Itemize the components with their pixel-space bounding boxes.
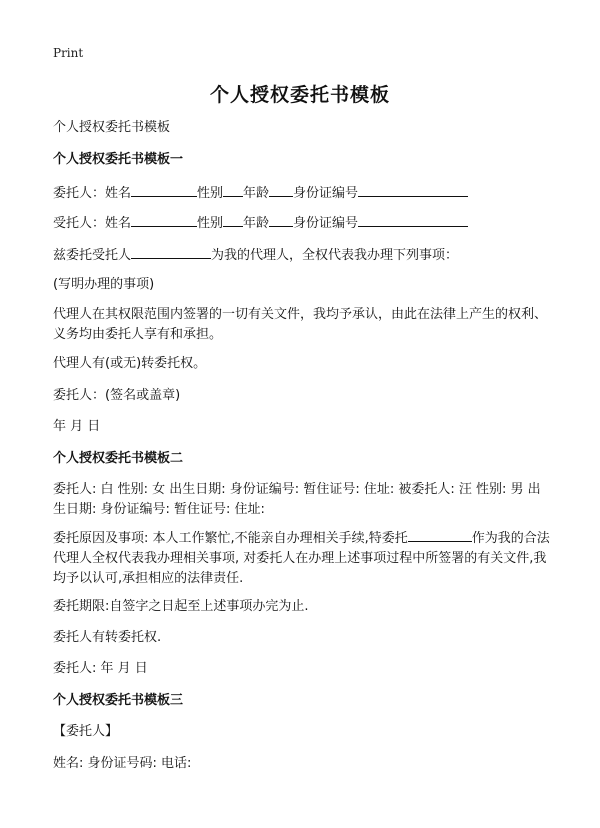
appointment-prefix: 兹委托受托人 bbox=[53, 248, 132, 263]
gender-label: 性别 bbox=[197, 186, 224, 201]
appointment-suffix: 为我的代理人，全权代表我办理下列事项： bbox=[211, 248, 459, 263]
id-blank bbox=[358, 212, 468, 227]
reason-paragraph bbox=[53, 527, 553, 589]
parties-paragraph: 委托人: 白 性别: 女 出生日期: 身份证编号: 暂住证号: 住址: 被委托人: 汪 性别: 男 出生日期: 身份证编号: 暂住证号: 住址: bbox=[53, 482, 541, 517]
gender-blank bbox=[223, 182, 243, 197]
period-text: 委托期限:自签字之日起至上述事项办完为止. bbox=[53, 599, 309, 614]
intro-text: 个人授权委托书模板 bbox=[53, 120, 171, 135]
signature-line: 委托人：(签名或盖章) bbox=[53, 388, 181, 403]
agent-label: 受托人：姓名 bbox=[53, 216, 132, 231]
section3-heading: 个人授权委托书模板三 bbox=[53, 693, 184, 708]
reason-suffix: 作为我的合法代理人全权代表我办理相关事项, 对委托人在办理上述事项过程中所签署的有关文件,我均予以认可,承担相应的法律责任. bbox=[53, 531, 550, 586]
agent-line bbox=[53, 212, 553, 234]
agent-name-blank bbox=[131, 244, 211, 259]
print-link[interactable]: Print bbox=[53, 46, 84, 60]
id-label: 身份证编号 bbox=[293, 186, 359, 201]
matters-text: (写明办理的事项) bbox=[53, 277, 155, 292]
principal-label: 委托人：姓名 bbox=[53, 186, 132, 201]
section1-heading: 个人授权委托书模板一 bbox=[53, 152, 184, 167]
age-blank bbox=[269, 212, 293, 227]
gender-blank bbox=[223, 212, 243, 227]
authority-paragraph: 代理人在其权限范围内签署的一切有关文件，我均予承认，由此在法律上产生的权利、义务均由委托人享有和承担。 bbox=[53, 307, 548, 342]
age-blank bbox=[269, 182, 293, 197]
section2-heading: 个人授权委托书模板二 bbox=[53, 451, 184, 466]
age-label: 年龄 bbox=[243, 216, 270, 231]
name-blank bbox=[131, 212, 197, 227]
reason-prefix: 委托原因及事项: 本人工作繁忙,不能亲自办理相关手续,特委托 bbox=[53, 531, 408, 546]
gender-label: 性别 bbox=[197, 216, 224, 231]
delegation-text: 代理人有(或无)转委托权。 bbox=[53, 356, 207, 371]
id-blank bbox=[358, 182, 468, 197]
date-line: 年 月 日 bbox=[53, 419, 101, 434]
signature-date-line: 委托人: 年 月 日 bbox=[53, 661, 148, 676]
agent-blank bbox=[408, 527, 472, 542]
document-title: 个人授权委托书模板 bbox=[209, 84, 390, 106]
id-label: 身份证编号 bbox=[293, 216, 359, 231]
principal-subheading: 【委托人】 bbox=[53, 724, 119, 739]
delegation-text-2: 委托人有转委托权. bbox=[53, 630, 162, 645]
principal-line bbox=[53, 182, 553, 204]
principal-fields: 姓名: 身份证号码: 电话: bbox=[53, 756, 192, 771]
name-blank bbox=[131, 182, 197, 197]
age-label: 年龄 bbox=[243, 186, 270, 201]
appointment-line bbox=[53, 244, 553, 266]
